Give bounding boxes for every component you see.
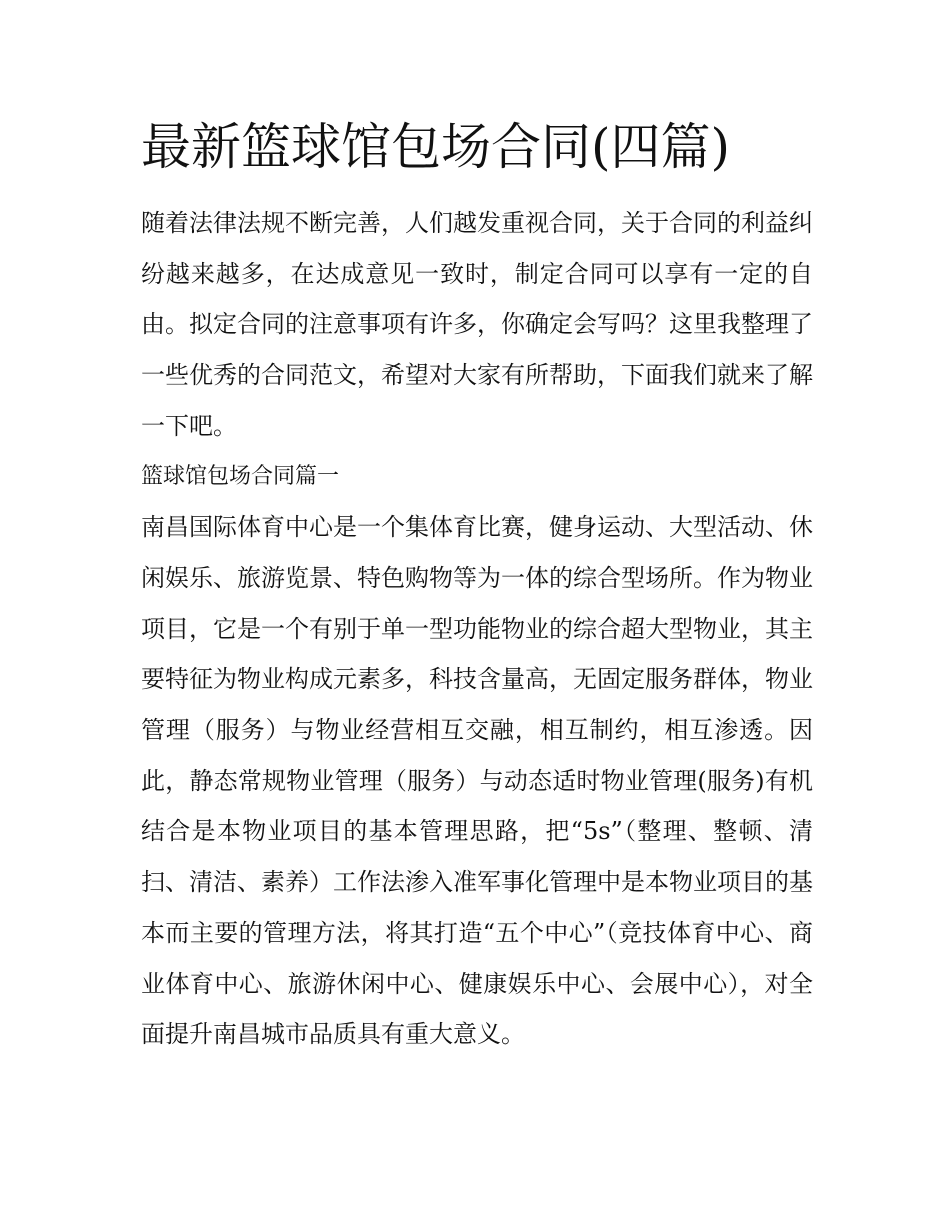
intro-paragraph: 随着法律法规不断完善，人们越发重视合同，关于合同的利益纠纷越来越多，在达成意见一致时，制定合同可以享有一定的自由。拟定合同的注意事项有许多，你确定会写吗？这里我整理了一些优秀的合同范文，希望对大家有所帮助，下面我们就来了解一下吧。 xyxy=(141,209,813,440)
document-page xyxy=(141,112,813,1060)
document-title: 最新篮球馆包场合同(四篇) xyxy=(141,118,731,176)
section-body-paragraph: 南昌国际体育中心是一个集体育比赛，健身运动、大型活动、休闲娱乐、旅游览景、特色购物等为一体的综合型场所。作为物业项目，它是一个有别于单一型功能物业的综合超大型物业，其主要特征为物业构成元素多，科技含量高，无固定服务群体，物业管理（服务）与物业经营相互交融，相互制约，相互渗透。因此，静态常规物业管理（服务）与动态适时物业管理(服务)有机结合是本物业项目的基本管理思路，把“5s”（整理、整顿、清扫、清洁、素养）工作法渗入准军事化管理中是本物业项目的基本而主要的管理方法，将其打造“五个中心”（竞技体育中心、商业体育中心、旅游休闲中心、健康娱乐中心、会展中心），对全面提升南昌城市品质具有重大意义。 xyxy=(141,513,813,1049)
section-heading: 篮球馆包场合同篇一 xyxy=(141,463,340,489)
